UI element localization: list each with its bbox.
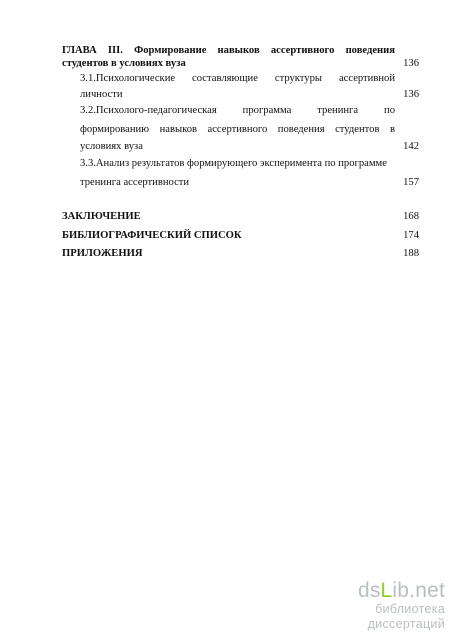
bibliography-page-number: 174 bbox=[403, 230, 419, 241]
conclusion-page-number: 168 bbox=[403, 211, 419, 222]
dslib-watermark bbox=[300, 580, 445, 632]
logo-accent: L bbox=[380, 579, 393, 602]
section-3-1-line-2: личности bbox=[80, 89, 123, 100]
section-3-2-line-2: формированию навыков ассертивного поведения студентов в bbox=[80, 124, 395, 135]
appendices-page-number: 188 bbox=[403, 248, 419, 259]
section-3-1-page-number: 136 bbox=[403, 89, 419, 100]
dslib-logo bbox=[300, 580, 445, 602]
section-3-1-line-1: 3.1.Психологические составляющие структуры ассертивной bbox=[80, 73, 395, 84]
section-3-3-line-2: тренинга ассертивности bbox=[80, 177, 190, 188]
chapter-3-title-line-1: ГЛАВА III. Формирование навыков ассертивного поведения bbox=[62, 45, 395, 56]
appendices-title: ПРИЛОЖЕНИЯ bbox=[62, 248, 143, 259]
conclusion-title: ЗАКЛЮЧЕНИЕ bbox=[62, 211, 141, 222]
chapter-3-page-number: 136 bbox=[403, 58, 419, 69]
chapter-3-title-line-2: студентов в условиях вуза bbox=[62, 58, 186, 69]
section-3-2-page-number: 142 bbox=[403, 141, 419, 152]
bibliography-title: БИБЛИОГРАФИЧЕСКИЙ СПИСОК bbox=[62, 230, 242, 241]
section-3-2-line-1: 3.2.Психолого-педагогическая программа тренинга по bbox=[80, 105, 395, 116]
section-3-3-line-1: 3.3.Анализ результатов формирующего эксперимента по программе bbox=[80, 158, 387, 169]
section-3-3-page-number: 157 bbox=[403, 177, 419, 188]
logo-suffix: ib.net bbox=[392, 579, 445, 602]
logo-prefix: ds bbox=[357, 579, 381, 602]
dslib-subtitle: библиотека диссертаций bbox=[367, 602, 445, 631]
section-3-2-line-3: условиях вуза bbox=[80, 141, 143, 152]
